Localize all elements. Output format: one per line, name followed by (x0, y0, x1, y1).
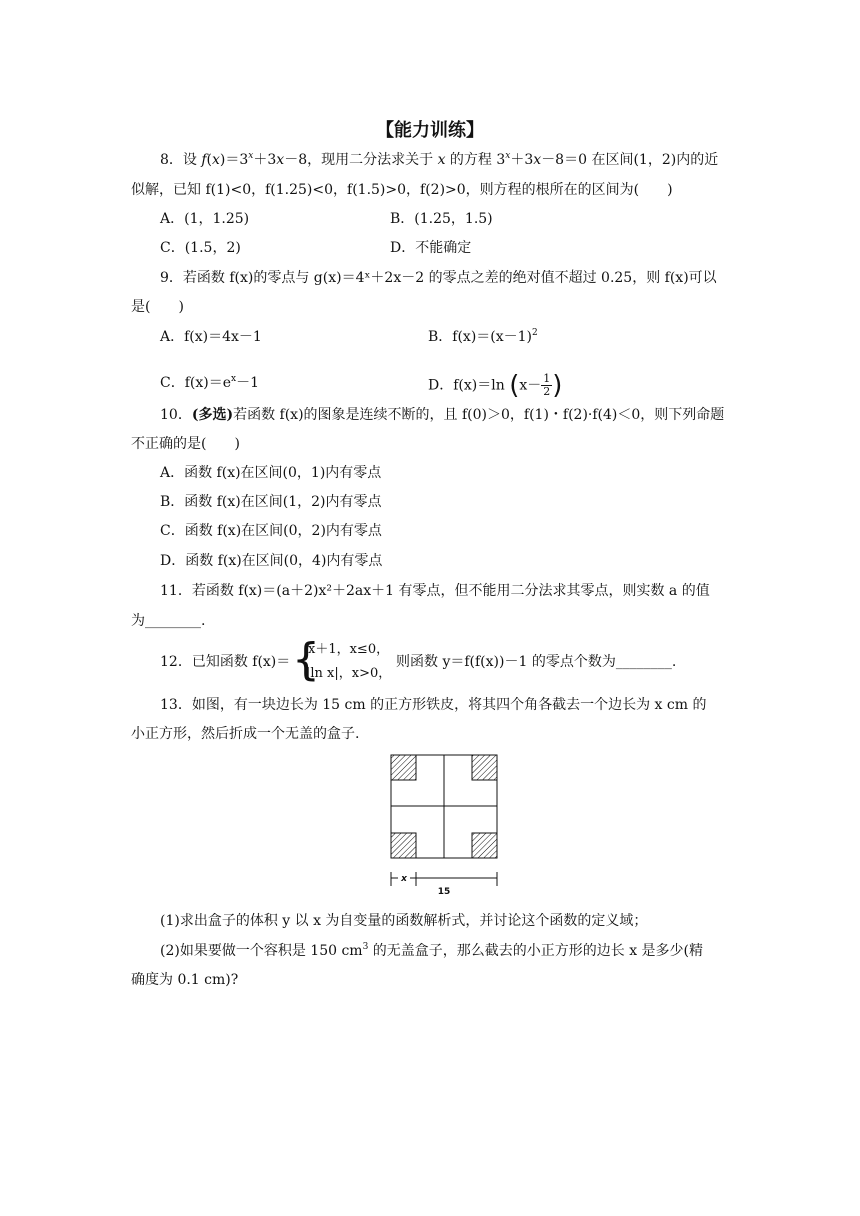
q8-text: ( (206, 152, 213, 168)
q9-option-c-text: C．f(x)＝e (160, 375, 231, 391)
dimension-label-x: x (401, 874, 407, 884)
fraction-numerator: 1 (543, 372, 551, 385)
dimension-label-15: 15 (437, 887, 451, 897)
q10-text: 若函数 f(x)的图象是连续不断的，且 f(0)＞0，f(1)・f(2)·f(4)＜0，则下列命题 (233, 407, 725, 423)
cut-corner-top-right (472, 755, 497, 780)
q9-option-c-text: －1 (236, 375, 259, 391)
q8-text: x (212, 152, 220, 168)
piecewise-brace: { (292, 634, 320, 685)
q13-part2-line2: 确度为 0.1 cm)? (131, 972, 239, 988)
q9-option-b-exponent: 2 (532, 328, 538, 338)
q13-part2-text: (2)如果要做一个容积是 150 cm (160, 943, 363, 959)
fraction-denominator: 2 (543, 385, 551, 398)
q10-option-b: B．函数 f(x)在区间(1，2)内有零点 (160, 494, 382, 510)
q8-line2: 似解，已知 f(1)<0，f(1.25)<0，f(1.5)>0，f(2)>0，则方程的根所在的区间为( ) (131, 182, 673, 198)
q10-option-c: C．函数 f(x)在区间(0，2)内有零点 (160, 523, 382, 539)
q9-option-d-text: D．f(x)＝ln (428, 377, 505, 394)
q8-text: －8，现用二分法求关于 (284, 152, 438, 168)
q9-option-d-text: x－ (519, 377, 542, 394)
q8-line1 (160, 150, 718, 170)
sheet-diagram (380, 752, 510, 897)
q12-prefix: 12．已知函数 f(x)＝ (160, 654, 291, 670)
q9-option-c-exponent: x (231, 374, 237, 384)
q11-line2: 为________. (131, 613, 206, 629)
right-paren: ) (552, 370, 563, 401)
q8-text: )＝3 (219, 152, 249, 168)
q13-part1: (1)求出盒子的体积 y 以 x 为自变量的函数解析式，并讨论这个函数的定义域； (160, 913, 648, 929)
q10-line1 (160, 405, 724, 425)
q9-option-b (428, 327, 538, 347)
q9-option-c (160, 373, 259, 393)
q8-option-a: A．(1，1.25) (160, 211, 250, 227)
q8-text: x (276, 152, 285, 168)
q8-exponent: x (248, 151, 254, 161)
q8-option-d: D．不能确定 (390, 240, 472, 256)
q8-option-b: B．(1.25，1.5) (390, 211, 493, 227)
q8-text: x (533, 152, 542, 168)
left-paren: ( (509, 370, 520, 401)
q10-line2: 不正确的是( ) (131, 436, 240, 452)
q12-suffix: 则函数 y＝f(f(x))－1 的零点个数为________. (396, 654, 677, 670)
q8-text: 的方程 3 (445, 152, 506, 168)
q8-text: 8．设 (160, 152, 202, 168)
cut-corner-bottom-right (472, 833, 497, 858)
q8-option-c: C．(1.5，2) (160, 240, 241, 256)
q8-text: ＋3 (253, 152, 277, 168)
cut-corner-top-left (391, 755, 416, 780)
q13-part2-exponent: 3 (362, 942, 369, 952)
q11-line1: 11．若函数 f(x)＝(a＋2)x²＋2ax＋1 有零点，但不能用二分法求其零点，则实数 a 的值 (160, 583, 710, 599)
q8-exponent: x (505, 151, 511, 161)
q10-option-d: D．函数 f(x)在区间(0，4)内有零点 (160, 553, 383, 569)
q12-case1: x＋1，x≤0， (308, 642, 390, 657)
q9-option-a: A．f(x)＝4x－1 (160, 329, 262, 345)
q13-part2-text: 的无盖盒子，那么截去的小正方形的边长 x 是多少(精 (368, 943, 704, 959)
q9-option-b-text: B．f(x)＝(x－1) (428, 329, 533, 345)
q12-case2: |ln x|，x>0， (306, 666, 392, 681)
q13-part2-line1 (160, 941, 703, 961)
q13-line1: 13．如图，有一块边长为 15 cm 的正方形铁皮，将其四个角各截去一个边长为 x cm 的 (160, 697, 707, 713)
section-heading: 【能力训练】 (376, 120, 484, 141)
fraction (541, 373, 552, 398)
q8-text: f (201, 152, 207, 168)
q13-line2: 小正方形，然后折成一个无盖的盒子. (131, 726, 360, 742)
q9-line1: 9．若函数 f(x)的零点与 g(x)＝4ˣ＋2x－2 的零点之差的绝对值不超过 0.25，则 f(x)可以 (160, 270, 717, 286)
q10-option-a: A．函数 f(x)在区间(0，1)内有零点 (160, 465, 382, 481)
q9-line2: 是( ) (131, 299, 184, 315)
q10-number: 10． (160, 407, 192, 423)
q8-text: －8＝0 在区间(1，2)内的近 (541, 152, 719, 168)
multi-choice-tag: (多选) (191, 407, 234, 423)
q8-text: x (437, 152, 446, 168)
q8-text: ＋3 (510, 152, 534, 168)
q9-option-d (428, 370, 563, 401)
cut-corner-bottom-left (391, 833, 416, 858)
